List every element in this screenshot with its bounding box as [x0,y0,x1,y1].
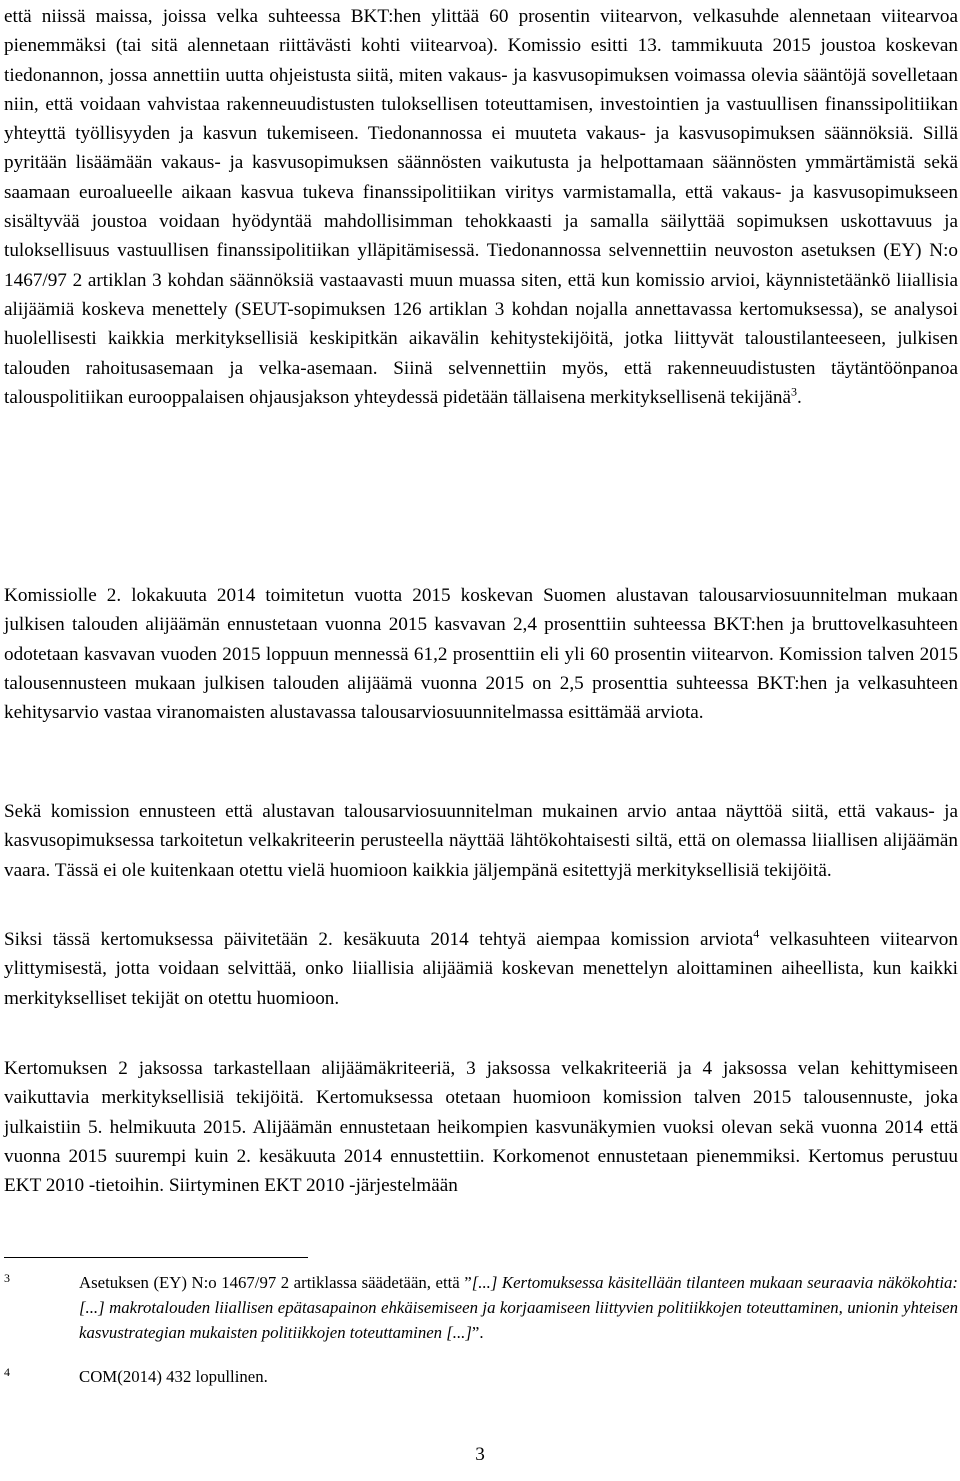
paragraph-4 [4,925,958,1013]
footnote-3-quote: [...] Kertomuksessa käsitellään tilanteen mukaan seuraavia näkökohtia: [...] makrotalouden liiallisen epätasapainon ehkäisemiseen ja korjaamiseen liittyvien politiikkojen toteuttaminen, unionin yhteisen kasvustrategian mukaisten politiikkojen toteuttaminen [...] [79,1273,958,1342]
page-number: 3 [475,1444,485,1465]
paragraph-1-end: . [797,386,802,408]
paragraph-2: Komissiolle 2. lokakuuta 2014 toimitetun vuotta 2015 koskevan Suomen alustavan talousarviosuunnitelman mukaan julkisen talouden alijäämän ennustetaan vuonna 2015 kasvavan 2,4 prosenttiin suhteessa BKT:hen ja bruttovelkasuhteen odotetaan kasvavan vuoden 2015 loppuun mennessä 61,2 prosenttiin eli yli 60 prosentin viitearvon. Komission talven 2015 talousennusteen mukaan julkisen talouden alijäämä vuonna 2015 on 2,5 prosenttia suhteessa BKT:hen ja velkasuhteen kehitysarvio vastaa viranomaisten alustavassa talousarviosuunnitelmassa esittämää arviota. [4,585,958,724]
paragraph-4-rest: velkasuhteen viitearvon ylittymisestä, jotta voidaan selvittää, onko liiallisia alijäämiä koskevan menettelyn aloittaminen aiheellista, kun kaikki merkitykselliset tekijät on otettu huomioon. [4,929,958,1009]
footnote-3-number: 3 [4,1271,10,1285]
footnote-ref-4[interactable]: 4 [753,926,760,941]
footnote-4-number: 4 [4,1365,10,1379]
paragraph-1-text: että niissä maissa, joissa velka suhteessa BKT:hen ylittää 60 prosentin viitearvon, velkasuhde alennetaan viitearvoa pienemmäksi (tai sitä alennetaan riittävästi kohti viitearvoa). Komissio esitti 13. tammikuuta 2015 joustoa koskevan tiedonannon, jossa annettiin uutta ohjeistusta siitä, miten vakaus- ja kasvusopimuksen voimassa olevia sääntöjä sovelletaan niin, että voidaan vahvistaa rakenneuudistusten tuloksellisen toteuttamisen, investointien ja vastuullisen finanssipolitiikan yhteyttä työllisyyden ja kasvun tukemiseen. Tiedonannossa ei muuteta vakaus- ja kasvusopimuksen säännöksiä. Sillä pyritään lisäämään vakaus- ja kasvusopimuksen säännösten vaikutusta ja helpottamaan säännösten ymmärtämistä sekä saamaan euroalueelle aikaan kasvua tukeva finanssipolitiikan viritys varmistamalla, että vakaus- ja kasvusopimukseen sisältyvää joustoa voidaan hyödyntää mahdollisimman tehokkaasti ja samalla säilyttää sopimuksen uskottavuus ja tuloksellisuus vastuullisen finanssipolitiikan ylläpitämisessä. Tiedonannossa selvennettiin neuvoston asetuksen (EY) N:o 1467/97 2 artiklan 3 kohdan säännöksiä vastaavasti muun muassa siten, että kun komissio arvioi, käynnistetäänkö liiallisia alijäämiä koskeva menettely (SEUT-sopimuksen 126 artiklan 3 kohdan nojalla annettavassa kertomuksessa), se analysoi huolellisesti kaikkia merkityksellisiä keskipitkän aikavälin kehitystekijöitä, jotka liittyvät taloustilanteeseen, julkisen talouden rahoitusasemaan ja velka-asemaan. Siinä selvennettiin myös, että rakenneuudistusten täytäntöönpanoa talouspolitiikan eurooppalaisen ohjausjakson yhteydessä pidetään tällaisena merkityksellisenä tekijänä [4,6,958,408]
footnote-3-text: Asetuksen (EY) N:o 1467/97 2 artiklassa säädetään, että ” [79,1273,472,1292]
footnote-4-text: COM(2014) 432 lopullinen. [79,1367,268,1386]
footnote-3-end: ”. [471,1323,484,1342]
footnote-separator [4,1257,308,1258]
paragraph-4-text: Siksi tässä kertomuksessa päivitetään 2. kesäkuuta 2014 tehtyä aiempaa komission arviota [4,929,754,950]
paragraph-1 [4,2,958,412]
footnote-4 [4,1364,958,1389]
footnote-3 [4,1270,958,1345]
paragraph-3: Sekä komission ennusteen että alustavan talousarviosuunnitelman mukainen arvio antaa näyttöä siitä, että vakaus- ja kasvusopimuksessa tarkoitetun velkakriteerin perusteella näyttää lähtökohtaisesti siltä, että on olemassa liiallisen alijäämän vaara. Tässä ei ole kuitenkaan otettu vielä huomioon kaikkia jäljempänä esitettyjä merkityksellisiä tekijöitä. [4,801,958,881]
footnote-3-body [79,1270,958,1345]
paragraph-5: Kertomuksen 2 jaksossa tarkastellaan alijäämäkriteeriä, 3 jaksossa velkakriteeriä ja 4 jaksossa velan kehittymiseen vaikuttavia merkityksellisiä tekijöitä. Kertomuksessa otetaan huomioon komission talven 2015 talousennuste, joka julkaistiin 5. helmikuuta 2015. Alijäämän ennustetaan heikompien kasvunäkymien vuoksi olevan sekä vuonna 2014 että vuonna 2015 suurempi kuin 2. kesäkuuta 2014 ennustettiin. Korkomenot ennustetaan pienemmiksi. Kertomus perustuu EKT 2010 -tietoihin. Siirtyminen EKT 2010 -järjestelmään [4,1058,958,1197]
footnote-ref-3[interactable]: 3 [791,384,797,399]
